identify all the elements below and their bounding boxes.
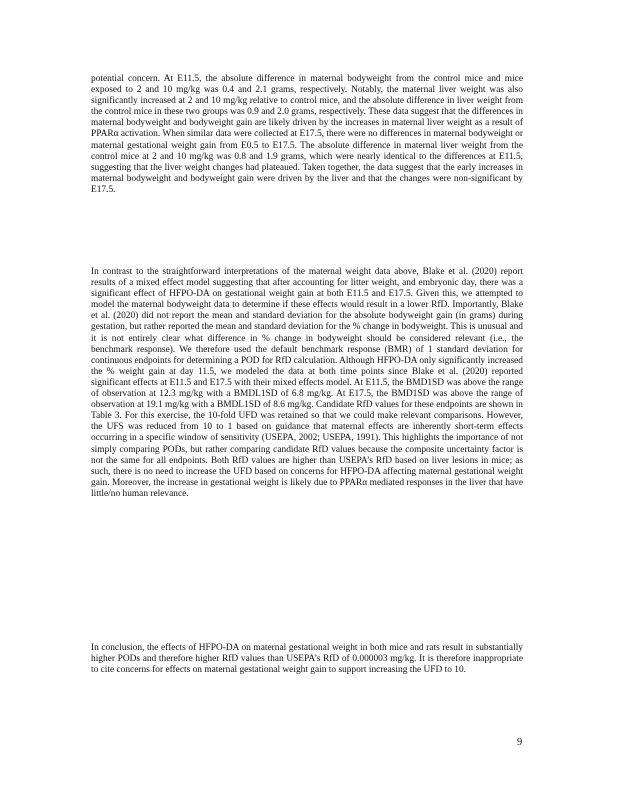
- page-number: 9: [517, 737, 523, 748]
- paragraph-text: In contrast to the straightforward interpretations of the maternal weight data above, Blake et al. (2020) report results of a mixed effect model suggesting that after accounting for litter weight, and embryonic day, there was a significant effect of HFPO-DA on gestational weight gain at both E11.5 and E17.5. Given this, we attempted to model the maternal bodyweight data to determine if these effects would result in a lower RfD. Importantly, Blake et al. (2020) did not report the mean and standard deviation for the absolute bodyweight gain (in grams) during gestation, but rather reported the mean and standard deviation for the % change in bodyweight. This is unusual and it is not entirely clear what difference in % change in bodyweight should be considered relevant (i.e., the benchmark response). We therefore used the default benchmark response (BMR) of 1 standard deviation for continuous endpoints for determining a POD for RfD calculation. Although HFPO-DA only significantly increased the % weight gain at day 11.5, we modeled the data at both time points since Blake et al. (2020) reported significant effects at E11.5 and E17.5 with their mixed effects model. At E11.5, the BMD1SD was above the range of observation at 12.3 mg/kg with a BMDL1SD of 6.8 mg/kg. At E17.5, the BMD1SD was above the range of observation at 19.1 mg/kg with a BMDL1SD of 8.6 mg/kg. Candidate RfD values for these endpoints are shown in Table 3. For this exercise, the 10-fold UFD was retained so that we could make relevant comparisons. However, the UFS was reduced from 10 to 1 based on guidance that maternal effects are inherently short-term effects occurring in a specific window of sensitivity (USEPA, 2002; USEPA, 1991). This highlights the importance of not simply comparing PODs, but rather comparing candidate RfD values because the composite uncertainty factor is not the same for all endpoints. Both RfD values are higher than USEPA’s RfD based on liver lesions in mice; as such, there is no need to increase the UFD based on concerns for HFPO-DA affecting maternal gestational weight gain. Moreover, the increase in gestational weight is likely due to PPARα mediated responses in the liver that have little/no human relevance.: [91, 267, 523, 499]
- paragraph-text: potential concern. At E11.5, the absolute difference in maternal bodyweight from the control mice and mice exposed to 2 and 10 mg/kg was 0.4 and 2.1 grams, respectively. Notably, the maternal liver weight was also significantly increased at 2 and 10 mg/kg relative to control mice, and the absolute difference in liver weight from the control mice in these two groups was 0.9 and 2.0 grams, respectively. These data suggest that the differences in maternal bodyweight and bodyweight gain are likely driven by the increases in maternal liver weight as a result of PPARα activation. When similar data were collected at E17.5, there were no differences in maternal bodyweight or maternal gestational weight gain from E0.5 to E17.5. The absolute difference in maternal liver weight from the control mice at 2 and 10 mg/kg was 0.8 and 1.9 grams, which were nearly identical to the differences at E11.5, suggesting that the liver weight changes had plateaued. Taken together, the data suggest that the early increases in maternal bodyweight and bodyweight gain were driven by the liver and that the changes were non-significant by E17.5.: [91, 74, 523, 195]
- body-paragraph-2: [91, 267, 523, 500]
- body-paragraph-3: [91, 643, 523, 676]
- paragraph-text: In conclusion, the effects of HFPO-DA on maternal gestational weight in both mice and rats result in substantially higher PODs and therefore higher RfD values than USEPA’s RfD of 0.000003 mg/kg. It is therefore inappropriate to cite concerns for effects on maternal gestational weight gain to support increasing the UFD to 10.: [91, 643, 523, 676]
- body-paragraph-1: [91, 74, 523, 196]
